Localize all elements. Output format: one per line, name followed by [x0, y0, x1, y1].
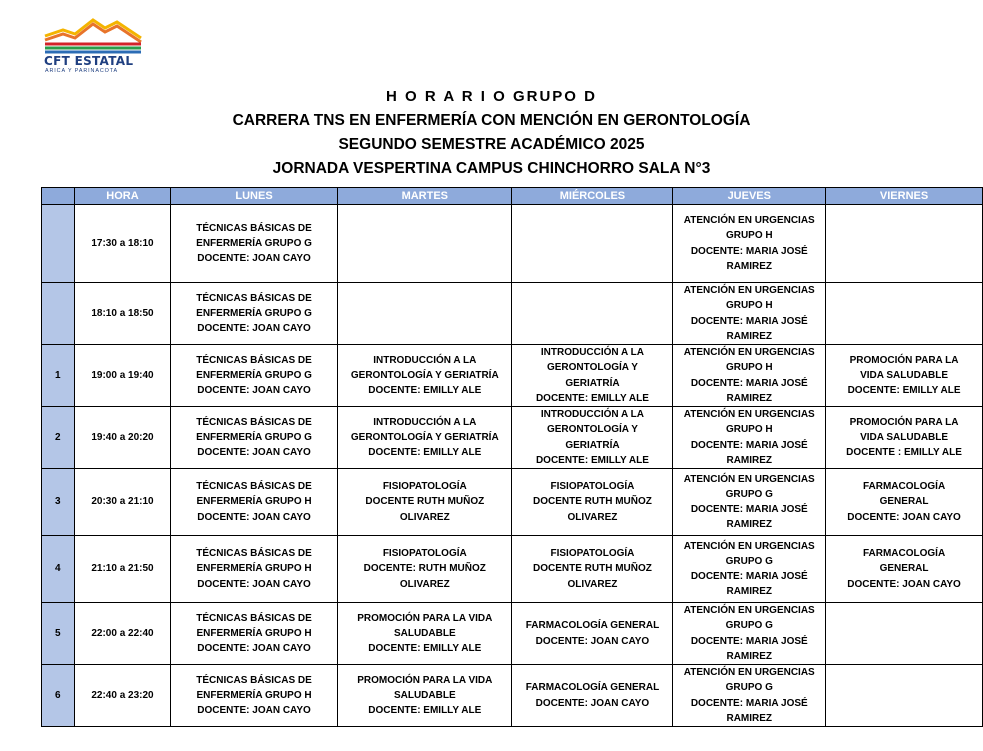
class-cell-line: VIDA SALUDABLE	[860, 369, 949, 381]
class-cell-line: TÉCNICAS BÁSICAS DE	[196, 481, 312, 493]
class-cell-line: RAMIREZ	[726, 330, 773, 342]
class-cell-line: FISIOPATOLOGÍA	[382, 548, 467, 560]
class-cell	[512, 469, 673, 536]
header-lunes: LUNES	[170, 188, 337, 205]
class-cell-line: OLIVAREZ	[399, 578, 450, 590]
institution-logo	[43, 14, 143, 76]
class-cell-line: ENFERMERÍA GRUPO H	[196, 689, 312, 701]
class-cell-line: ENFERMERÍA GRUPO H	[196, 496, 312, 508]
class-cell-line: RAMIREZ	[726, 650, 773, 662]
class-cell	[826, 603, 983, 665]
header-miercoles: MIÉRCOLES	[512, 188, 673, 205]
class-cell-line: INTRODUCCIÓN A LA	[373, 416, 477, 428]
class-cell-line: TÉCNICAS BÁSICAS DE	[196, 292, 312, 304]
table-row	[42, 536, 983, 603]
class-cell	[826, 536, 983, 603]
class-cell	[170, 283, 337, 345]
class-cell-line: ENFERMERÍA GRUPO G	[196, 431, 312, 443]
class-cell-line: RAMIREZ	[726, 392, 773, 404]
class-cell-line: DOCENTE: EMILLY ALE	[847, 385, 961, 397]
class-cell	[512, 603, 673, 665]
class-cell-line: RAMIREZ	[726, 712, 773, 724]
time-slot: 19:40 a 20:20	[75, 407, 171, 469]
class-cell-line: DOCENTE: JOAN CAYO	[197, 323, 311, 335]
class-cell-line: DOCENTE RUTH MUÑOZ	[365, 496, 485, 508]
class-cell-line: GRUPO G	[725, 488, 773, 500]
class-cell-line: RAMIREZ	[726, 586, 773, 598]
title-session: JORNADA VESPERTINA CAMPUS CHINCHORRO SALA N°3	[272, 160, 711, 177]
class-cell-line: DOCENTE: MARIA JOSÉ	[690, 377, 808, 389]
class-cell-line: DOCENTE: EMILLY ALE	[368, 643, 482, 655]
class-cell	[673, 536, 826, 603]
time-slot: 18:10 a 18:50	[75, 283, 171, 345]
class-cell	[512, 345, 673, 407]
class-cell-line: DOCENTE: MARIA JOSÉ	[690, 571, 808, 582]
row-index: 3	[42, 469, 75, 536]
class-cell-line: ENFERMERÍA GRUPO G	[196, 237, 312, 249]
class-cell	[673, 469, 826, 536]
class-cell	[826, 665, 983, 727]
class-cell	[826, 205, 983, 283]
class-cell	[338, 205, 512, 283]
logo-title: CFT ESTATAL	[44, 54, 134, 68]
header-viernes: VIERNES	[826, 188, 983, 205]
schedule-table	[41, 187, 983, 727]
header-index	[42, 188, 75, 205]
class-cell-line: OLIVAREZ	[567, 511, 618, 523]
class-cell-line: ATENCIÓN EN URGENCIAS	[683, 215, 815, 227]
class-cell-line: SALUDABLE	[393, 689, 456, 701]
class-cell-line: TÉCNICAS BÁSICAS DE	[196, 612, 312, 624]
class-cell-line: GERONTOLOGÍA Y	[546, 362, 638, 374]
class-cell-line: DOCENTE: EMILLY ALE	[535, 392, 649, 404]
class-cell-line: DOCENTE : EMILLY ALE	[846, 447, 962, 459]
class-cell-line: DOCENTE: MARIA JOSÉ	[690, 245, 808, 257]
class-cell-line: FISIOPATOLOGÍA	[550, 548, 635, 560]
table-row	[42, 469, 983, 536]
table-row	[42, 283, 983, 345]
class-cell	[170, 407, 337, 469]
class-cell	[673, 205, 826, 283]
time-slot: 20:30 a 21:10	[75, 469, 171, 536]
table-row	[42, 345, 983, 407]
class-cell-line: FARMACOLOGÍA	[862, 548, 946, 560]
class-cell-line: FARMACOLOGÍA	[862, 481, 946, 493]
class-cell-line: DOCENTE: EMILLY ALE	[368, 385, 482, 397]
class-cell-line: ENFERMERÍA GRUPO G	[196, 369, 312, 381]
class-cell	[512, 283, 673, 345]
class-cell-line: FISIOPATOLOGÍA	[382, 481, 467, 493]
class-cell	[170, 665, 337, 727]
class-cell-line: GENERAL	[879, 563, 929, 575]
class-cell	[338, 665, 512, 727]
class-cell-line: RAMIREZ	[726, 260, 773, 272]
class-cell-line: DOCENTE: JOAN CAYO	[197, 253, 311, 265]
class-cell-line: ATENCIÓN EN URGENCIAS	[683, 540, 815, 552]
class-cell-line: FARMACOLOGÍA GENERAL	[525, 682, 660, 694]
class-cell-line: PROMOCIÓN PARA LA	[849, 416, 959, 428]
class-cell-line: DOCENTE RUTH MUÑOZ	[533, 563, 652, 575]
class-cell-line: RAMIREZ	[726, 519, 773, 531]
class-cell-line: GENERAL	[879, 496, 929, 508]
row-index	[42, 205, 75, 283]
time-slot: 22:00 a 22:40	[75, 603, 171, 665]
class-cell-line: DOCENTE: EMILLY ALE	[368, 447, 482, 459]
class-cell-line: OLIVAREZ	[399, 511, 450, 523]
title-career: CARRERA TNS EN ENFERMERÍA CON MENCIÓN EN GERONTOLOGÍA	[232, 112, 751, 129]
class-cell	[338, 603, 512, 665]
class-cell-line: GERIATRÍA	[565, 439, 620, 451]
class-cell-line: DOCENTE: MARIA JOSÉ	[690, 697, 808, 709]
class-cell-line: SALUDABLE	[393, 627, 456, 639]
header-row	[42, 188, 983, 205]
class-cell-line: ENFERMERÍA GRUPO G	[196, 307, 312, 319]
class-cell-line: VIDA SALUDABLE	[860, 431, 949, 443]
header-hora: HORA	[75, 188, 171, 205]
class-cell-line: PROMOCIÓN PARA LA VIDA	[357, 674, 493, 686]
class-cell	[338, 469, 512, 536]
class-cell-line: DOCENTE: JOAN CAYO	[197, 578, 311, 590]
class-cell	[826, 469, 983, 536]
class-cell-line: GRUPO H	[725, 300, 773, 312]
class-cell	[512, 665, 673, 727]
class-cell-line: DOCENTE: JOAN CAYO	[847, 578, 961, 590]
class-cell	[673, 407, 826, 469]
class-cell	[826, 283, 983, 345]
row-index: 6	[42, 665, 75, 727]
class-cell-line: INTRODUCCIÓN A LA	[540, 347, 645, 359]
class-cell-line: GERONTOLOGÍA Y	[546, 424, 638, 436]
class-cell-line: DOCENTE: JOAN CAYO	[847, 511, 961, 523]
logo-subtitle: ARICA Y PARINACOTA	[45, 68, 119, 74]
class-cell-line: DOCENTE: JOAN CAYO	[535, 697, 650, 709]
class-cell	[170, 536, 337, 603]
class-cell-line: DOCENTE: RUTH MUÑOZ	[363, 563, 486, 575]
class-cell-line: ATENCIÓN EN URGENCIAS	[683, 667, 815, 679]
class-cell-line: TÉCNICAS BÁSICAS DE	[196, 354, 312, 366]
class-cell	[673, 665, 826, 727]
table-row	[42, 205, 983, 283]
class-cell-line: DOCENTE: EMILLY ALE	[368, 705, 482, 717]
class-cell-line: GRUPO G	[725, 682, 773, 694]
class-cell	[170, 603, 337, 665]
class-cell	[673, 283, 826, 345]
class-cell-line: PROMOCIÓN PARA LA VIDA	[357, 612, 493, 624]
class-cell	[826, 345, 983, 407]
time-slot: 22:40 a 23:20	[75, 665, 171, 727]
class-cell	[338, 536, 512, 603]
row-index: 2	[42, 407, 75, 469]
class-cell-line: GERIATRÍA	[565, 377, 620, 389]
class-cell-line: DOCENTE: MARIA JOSÉ	[690, 315, 808, 327]
class-cell-line: TÉCNICAS BÁSICAS DE	[196, 674, 312, 686]
class-cell	[512, 536, 673, 603]
class-cell-line: GRUPO H	[725, 230, 773, 242]
class-cell-line: INTRODUCCIÓN A LA	[373, 354, 477, 366]
table-row	[42, 603, 983, 665]
class-cell-line: DOCENTE: MARIA JOSÉ	[690, 504, 808, 515]
class-cell-line: FARMACOLOGÍA GENERAL	[525, 620, 660, 632]
title-schedule: H O R A R I O GRUPO D	[386, 88, 597, 105]
title-semester: SEGUNDO SEMESTRE ACADÉMICO 2025	[338, 136, 645, 153]
class-cell-line: ATENCIÓN EN URGENCIAS	[683, 473, 815, 485]
class-cell-line: DOCENTE: JOAN CAYO	[535, 635, 650, 647]
table-row	[42, 407, 983, 469]
header-jueves: JUEVES	[673, 188, 826, 205]
table-row	[42, 665, 983, 727]
class-cell-line: INTRODUCCIÓN A LA	[540, 409, 645, 421]
class-cell-line: DOCENTE RUTH MUÑOZ	[533, 496, 652, 508]
class-cell-line: DOCENTE: JOAN CAYO	[197, 447, 311, 459]
class-cell-line: FISIOPATOLOGÍA	[550, 481, 635, 493]
time-slot: 21:10 a 21:50	[75, 536, 171, 603]
class-cell	[170, 345, 337, 407]
row-index: 5	[42, 603, 75, 665]
class-cell-line: ATENCIÓN EN URGENCIAS	[683, 605, 815, 617]
class-cell	[512, 407, 673, 469]
class-cell	[338, 407, 512, 469]
class-cell-line: GERONTOLOGÍA Y GERIATRÍA	[350, 431, 499, 443]
class-cell	[512, 205, 673, 283]
time-slot: 17:30 a 18:10	[75, 205, 171, 283]
class-cell-line: TÉCNICAS BÁSICAS DE	[196, 548, 312, 560]
class-cell	[673, 345, 826, 407]
class-cell-line: DOCENTE: JOAN CAYO	[197, 511, 311, 523]
class-cell-line: ENFERMERÍA GRUPO H	[196, 627, 312, 639]
row-index: 1	[42, 345, 75, 407]
class-cell-line: ATENCIÓN EN URGENCIAS	[683, 409, 815, 421]
class-cell-line: RAMIREZ	[726, 454, 773, 466]
class-cell-line: DOCENTE: JOAN CAYO	[197, 385, 311, 397]
class-cell	[170, 205, 337, 283]
class-cell-line: ENFERMERÍA GRUPO H	[196, 563, 312, 575]
class-cell-line: TÉCNICAS BÁSICAS DE	[196, 416, 312, 428]
class-cell-line: PROMOCIÓN PARA LA	[849, 354, 959, 366]
class-cell-line: GRUPO G	[725, 555, 773, 567]
class-cell-line: DOCENTE: JOAN CAYO	[197, 705, 311, 717]
time-slot: 19:00 a 19:40	[75, 345, 171, 407]
class-cell	[673, 603, 826, 665]
class-cell-line: TÉCNICAS BÁSICAS DE	[196, 222, 312, 234]
class-cell-line: GRUPO G	[725, 620, 773, 632]
class-cell	[826, 407, 983, 469]
class-cell-line: DOCENTE: MARIA JOSÉ	[690, 635, 808, 647]
class-cell-line: ATENCIÓN EN URGENCIAS	[683, 285, 815, 297]
class-cell-line: GRUPO H	[725, 424, 773, 436]
class-cell-line: GRUPO H	[725, 362, 773, 374]
class-cell-line: ATENCIÓN EN URGENCIAS	[683, 347, 815, 359]
class-cell	[338, 345, 512, 407]
class-cell-line: DOCENTE: JOAN CAYO	[197, 643, 311, 655]
class-cell-line: OLIVAREZ	[567, 578, 618, 590]
document-titles	[0, 85, 983, 181]
class-cell-line: GERONTOLOGÍA Y GERIATRÍA	[350, 369, 499, 381]
class-cell-line: DOCENTE: EMILLY ALE	[535, 454, 649, 466]
row-index	[42, 283, 75, 345]
class-cell-line: DOCENTE: MARIA JOSÉ	[690, 439, 808, 451]
class-cell	[170, 469, 337, 536]
class-cell	[338, 283, 512, 345]
row-index: 4	[42, 536, 75, 603]
header-martes: MARTES	[338, 188, 512, 205]
mountain-logo-icon	[43, 14, 143, 54]
